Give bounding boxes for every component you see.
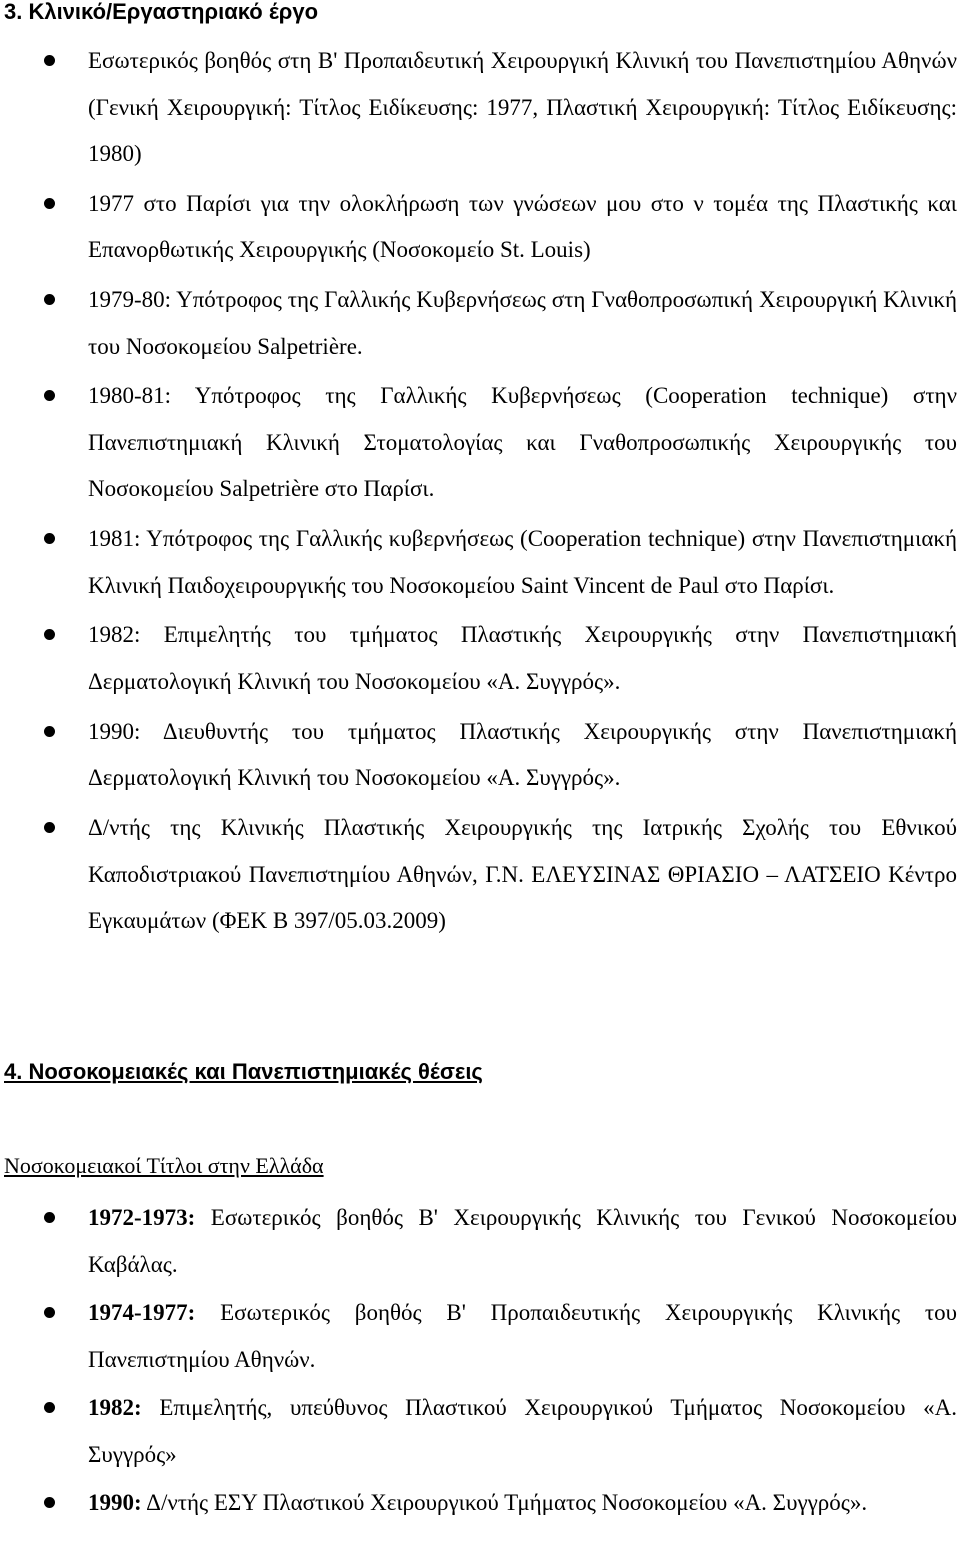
- list-item: [0, 38, 960, 178]
- bullet-icon: [44, 1212, 55, 1223]
- bullet-icon: [44, 55, 55, 66]
- bullet-icon: [44, 198, 55, 209]
- list-item-text: 1980-81: Υπότροφος της Γαλλικής Κυβερνήσεως (Cooperation technique) στην Πανεπιστημιακή Κλινική Στοματολογίας και Γναθοπροσωπικής Χειρουργικής του Νοσοκομείου Salpetrière στο Παρίσι.: [88, 383, 957, 502]
- list-item: [0, 516, 960, 609]
- bullet-icon: [44, 1497, 55, 1508]
- subsection-heading: Νοσοκομειακοί Τίτλοι στην Ελλάδα: [4, 1153, 324, 1178]
- bullet-icon: [44, 533, 55, 544]
- bullet-icon: [44, 294, 55, 305]
- section-3-list: [0, 38, 960, 948]
- bullet-icon: [44, 726, 55, 737]
- section-4-heading: 4. Νοσοκομειακές και Πανεπιστημιακές θέσεις: [4, 1059, 483, 1084]
- section-4-list: [0, 1195, 960, 1529]
- bullet-icon: [44, 1307, 55, 1318]
- list-item-year: 1982:: [88, 1395, 142, 1420]
- list-item-text: Δ/ντής ΕΣΥ Πλαστικού Χειρουργικού Τμήματος Νοσοκομείου «Α. Συγγρός».: [141, 1490, 868, 1515]
- bullet-icon: [44, 390, 55, 401]
- bullet-icon: [44, 1402, 55, 1413]
- bullet-icon: [44, 822, 55, 833]
- list-item-text: 1990: Διευθυντής του τμήματος Πλαστικής Χειρουργικής στην Πανεπιστημιακή Δερματολογική Κλινική του Νοσοκομείου «Α. Συγγρός».: [88, 718, 957, 791]
- list-item: [0, 1385, 960, 1478]
- list-item-text: 1977 στο Παρίσι για την ολοκλήρωση των γνώσεων μου στο ν τομέα της Πλαστικής και Επανορθωτικής Χειρουργικής (Νοσοκομείο St. Louis): [88, 190, 957, 263]
- list-item-text: Εσωτερικός βοηθός Β' Προπαιδευτικής Χειρουργικής Κλινικής του Πανεπιστημίου Αθηνών.: [88, 1300, 957, 1372]
- list-item-text: Δ/ντής της Κλινικής Πλαστικής Χειρουργικής της Ιατρικής Σχολής του Εθνικού Καποδιστριακού Πανεπιστημίου Αθηνών, Γ.Ν. ΕΛΕΥΣΙΝΑΣ ΘΡΙΑΣΙΟ – ΛΑΤΣΕΙΟ Κέντρο Εγκαυμάτων (ΦΕΚ Β 397/05.03.2009): [88, 815, 957, 934]
- list-item: [0, 709, 960, 802]
- list-item-text: Εσωτερικός βοηθός στη Β' Προπαιδευτική Χειρουργική Κλινική του Πανεπιστημίου Αθηνών (Γενική Χειρουργική: Τίτλος Ειδίκευσης: 1977, Πλαστική Χειρουργική: Τίτλος Ειδίκευσης: 1980): [88, 48, 957, 166]
- list-item: [0, 805, 960, 945]
- section-3-heading: 3. Κλινικό/Εργαστηριακό έργο: [4, 0, 319, 24]
- list-item-year: 1974-1977:: [88, 1300, 196, 1325]
- list-item-text: Επιμελητής, υπεύθυνος Πλαστικού Χειρουργικού Τμήματος Νοσοκομείου «Α. Συγγρός»: [88, 1395, 957, 1467]
- list-item: [0, 1480, 960, 1527]
- list-item-text: 1979-80: Υπότροφος της Γαλλικής Κυβερνήσεως στη Γναθοπροσωπική Χειρουργική Κλινική του Νοσοκομείου Salpetrière.: [88, 287, 957, 359]
- list-item-year: 1972-1973:: [88, 1205, 196, 1230]
- list-item: [0, 1290, 960, 1383]
- list-item-text: Εσωτερικός βοηθός Β' Χειρουργικής Κλινικής του Γενικού Νοσοκομείου Καβάλας.: [88, 1205, 957, 1277]
- list-item: [0, 373, 960, 513]
- list-item: [0, 181, 960, 274]
- list-item: [0, 612, 960, 705]
- list-item-text: 1982: Επιμελητής του τμήματος Πλαστικής Χειρουργικής στην Πανεπιστημιακή Δερματολογική Κλινική του Νοσοκομείου «Α. Συγγρός».: [88, 622, 957, 694]
- list-item: [0, 277, 960, 370]
- list-item-year: 1990:: [88, 1490, 142, 1515]
- list-item: [0, 1195, 960, 1288]
- bullet-icon: [44, 629, 55, 640]
- list-item-text: 1981: Υπότροφος της Γαλλικής κυβερνήσεως (Cooperation technique) στην Πανεπιστημιακή Κλινική Παιδοχειρουργικής του Νοσοκομείου Saint Vincent de Paul στο Παρίσι.: [88, 526, 957, 598]
